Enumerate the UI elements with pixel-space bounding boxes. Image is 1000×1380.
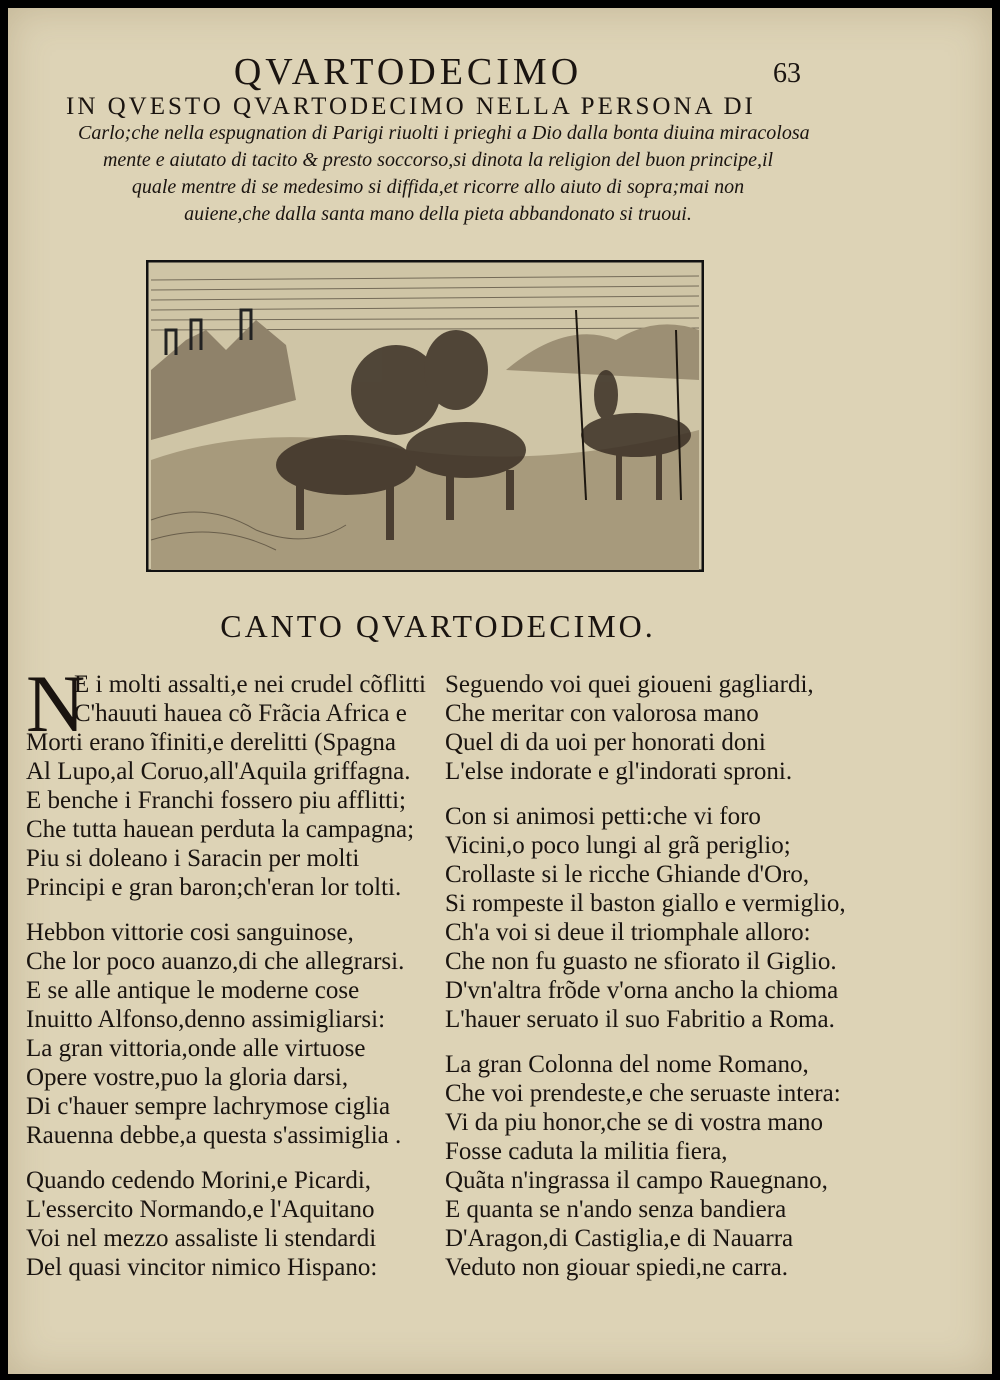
verse-line: E i molti assalti,e nei crudel cõflitti (74, 671, 426, 698)
verse-line: Che tutta hauean perduta la campagna; (26, 816, 415, 843)
verse-line: Che voi prendeste,e che seruaste intera: (445, 1080, 841, 1107)
drop-cap: N (26, 658, 86, 749)
verse-line: Del quasi vincitor nimico Hispano: (26, 1254, 378, 1281)
woodcut-illustration (146, 260, 704, 572)
verse-line: E quanta se n'ando senza bandiera (445, 1196, 787, 1223)
verse-line: Quel di da uoi per honorati doni (445, 729, 766, 756)
verse-line: La gran vittoria,onde alle virtuose (26, 1035, 366, 1062)
argument-line: quale mentre di se medesimo si diffida,et ricorre allo aiuto di sopra;mai non (131, 176, 745, 198)
stanza (26, 918, 438, 1150)
verse-line: Rauenna debbe,a questa s'assimiglia . (26, 1122, 402, 1149)
argument-text (78, 120, 810, 228)
verse-line: D'Aragon,di Castiglia,e di Nauarra (445, 1225, 794, 1252)
verse-line: Piu si doleano i Saracin per molti (26, 845, 360, 872)
stanza (26, 670, 438, 902)
verse-line: Crollaste si le ricche Ghiande d'Oro, (445, 861, 810, 888)
page-number: 63 (773, 58, 801, 89)
verse-line: Si rompeste il baston giallo e vermiglio, (445, 890, 846, 917)
verse-line: Che meritar con valorosa mano (445, 700, 759, 727)
verse-line: Che lor poco auanzo,di che allegrarsi. (26, 948, 405, 975)
verse-line: Ch'a voi si deue il triomphale alloro: (445, 919, 811, 946)
verse-line: E se alle antique le moderne cose (26, 977, 360, 1004)
verse-line: Che non fu guasto ne sfiorato il Giglio. (445, 948, 837, 975)
stanza (445, 1050, 870, 1282)
verse-line: Veduto non giouar spiedi,ne carra. (445, 1254, 788, 1281)
verse-line: E benche i Franchi fossero piu afflitti; (26, 787, 406, 814)
verse-line: L'hauer seruato il suo Fabritio a Roma. (445, 1006, 835, 1033)
argument-line: Carlo;che nella espugnation di Parigi riuolti i prieghi a Dio dalla bonta diuina miracolosa (78, 122, 810, 144)
left-verse-column (26, 670, 438, 1298)
verse-line: Voi nel mezzo assaliste li stendardi (26, 1225, 377, 1252)
verse-line: Hebbon vittorie cosi sanguinose, (26, 919, 354, 946)
verse-line: La gran Colonna del nome Romano, (445, 1051, 809, 1078)
argument-line: auiene,che dalla santa mano della pieta abbandonato si truoui. (184, 203, 692, 225)
verse-line: Fosse caduta la militia fiera, (445, 1138, 728, 1165)
verse-line: L'essercito Normando,e l'Aquitano (26, 1196, 375, 1223)
verse-line: Morti erano ĩfiniti,e derelitti (Spagna (26, 729, 397, 756)
verse-line: Vicini,o poco lungi al grã periglio; (445, 832, 791, 859)
argument-line: mente e aiutato di tacito & presto soccorso,si dinota la religion del buon principe,il (102, 149, 774, 171)
verse-line: Quando cedendo Morini,e Picardi, (26, 1167, 372, 1194)
book-page (8, 8, 992, 1374)
verse-line: Quãta n'ingrassa il campo Rauegnano, (445, 1167, 828, 1194)
verse-line: Con si animosi petti:che vi foro (445, 803, 761, 830)
verse-line: Opere vostre,puo la gloria darsi, (26, 1064, 349, 1091)
verse-line: L'else indorate e gl'indorati sproni. (445, 758, 793, 785)
verse-line: D'vn'altra frõde v'orna ancho la chioma (445, 977, 839, 1004)
stanza (445, 802, 870, 1034)
argument-heading: IN QVESTO QVARTODECIMO NELLA PERSONA DI (66, 93, 756, 120)
verse-line: Principi e gran baron;ch'eran lor tolti. (26, 874, 402, 901)
verse-line: C'hauuti hauea cõ Frãcia Africa e (74, 700, 407, 727)
stanza (445, 670, 870, 786)
stanza (26, 1166, 438, 1282)
running-head: QVARTODECIMO (233, 51, 583, 93)
canto-title: CANTO QVARTODECIMO. (220, 608, 656, 644)
verse-line: Vi da piu honor,che se di vostra mano (445, 1109, 823, 1136)
verse-line: Inuitto Alfonso,denno assimigliarsi: (26, 1006, 386, 1033)
verse-line: Di c'hauer sempre lachrymose ciglia (26, 1093, 391, 1120)
verse-line: Al Lupo,al Coruo,all'Aquila griffagna. (26, 758, 411, 785)
verse-line: Seguendo voi quei gioueni gagliardi, (445, 671, 814, 698)
right-verse-column (445, 670, 870, 1298)
